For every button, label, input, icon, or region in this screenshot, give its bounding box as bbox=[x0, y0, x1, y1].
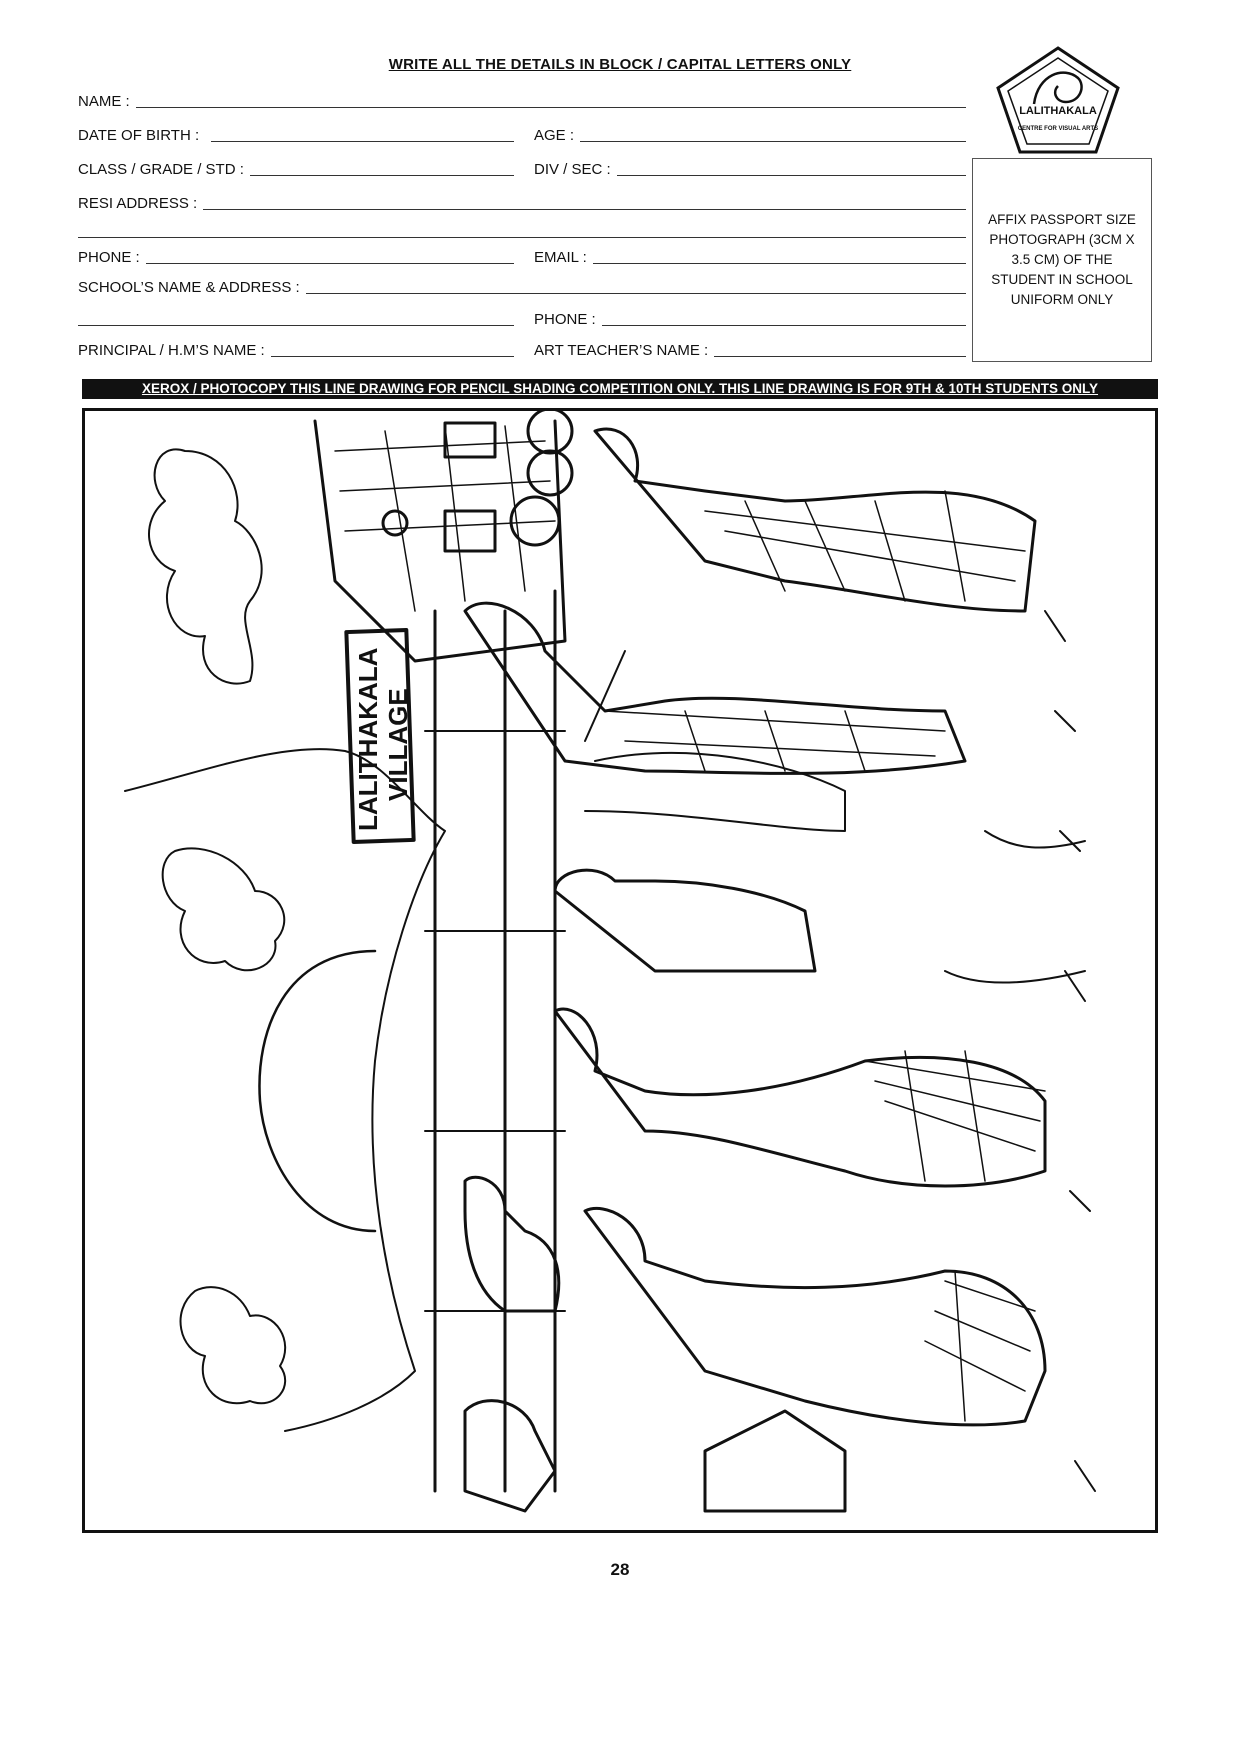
water-pot-1 bbox=[528, 411, 572, 453]
line-drawing-frame bbox=[82, 408, 1158, 1533]
sign-text-line2: VILLAGE bbox=[383, 688, 413, 801]
ground-grass bbox=[945, 611, 1095, 1491]
email-input[interactable] bbox=[593, 250, 966, 264]
div-field bbox=[534, 158, 966, 178]
school-address-line2 bbox=[78, 308, 514, 328]
principal-input[interactable] bbox=[271, 343, 514, 357]
address-input-line1[interactable] bbox=[203, 196, 966, 210]
dob-field bbox=[78, 124, 514, 144]
age-field bbox=[534, 124, 966, 144]
woman-figure-top bbox=[595, 429, 1035, 611]
dob-label: DATE OF BIRTH : bbox=[78, 127, 200, 144]
dob-input[interactable] bbox=[211, 128, 514, 142]
art-teacher-input[interactable] bbox=[714, 343, 966, 357]
woman-figure-sieve bbox=[465, 603, 965, 773]
school-phone-label: PHONE : bbox=[534, 311, 596, 328]
art-teacher-field bbox=[534, 339, 966, 359]
school-phone-input[interactable] bbox=[602, 312, 966, 326]
phone-input[interactable] bbox=[146, 250, 514, 264]
age-label: AGE : bbox=[534, 127, 575, 144]
div-input[interactable] bbox=[617, 162, 966, 176]
page-number: 28 bbox=[610, 1560, 630, 1579]
house-roof bbox=[315, 421, 565, 661]
school-input[interactable] bbox=[306, 280, 966, 294]
phone-field bbox=[78, 246, 514, 266]
school-phone-field bbox=[534, 308, 966, 328]
art-teacher-label: ART TEACHER’S NAME : bbox=[534, 342, 709, 359]
phone-label: PHONE : bbox=[78, 249, 140, 266]
house-window bbox=[445, 423, 495, 457]
age-input[interactable] bbox=[580, 128, 966, 142]
name-input[interactable] bbox=[136, 94, 966, 108]
village-line-drawing bbox=[85, 411, 1155, 1530]
fence-wire bbox=[425, 731, 565, 1311]
lalithakala-logo bbox=[994, 44, 1122, 156]
woman-figure-winnow bbox=[555, 870, 815, 971]
name-field bbox=[78, 90, 966, 110]
elder-figure bbox=[465, 1177, 559, 1311]
form-instruction: WRITE ALL THE DETAILS IN BLOCK / CAPITAL LETTERS ONLY bbox=[388, 56, 852, 73]
basket-figure bbox=[465, 1401, 555, 1511]
man-figure-bottom bbox=[585, 1208, 1045, 1424]
principal-label: PRINCIPAL / H.M’S NAME : bbox=[78, 342, 265, 359]
logo-name: LALITHAKALA bbox=[1019, 105, 1097, 117]
passport-photo-box bbox=[972, 158, 1152, 362]
email-label: EMAIL : bbox=[534, 249, 587, 266]
photocopy-banner: XEROX / PHOTOCOPY THIS LINE DRAWING FOR PENCIL SHADING COMPETITION ONLY. THIS LINE DRAWING IS FOR 9TH & 10TH STUDENTS ONLY bbox=[82, 379, 1158, 399]
class-label: CLASS / GRADE / STD : bbox=[78, 161, 244, 178]
water-pot-2 bbox=[528, 451, 572, 495]
email-field bbox=[534, 246, 966, 266]
fence-posts bbox=[435, 591, 555, 1491]
class-field bbox=[78, 158, 514, 178]
house-door bbox=[445, 511, 495, 551]
school-input-line2[interactable] bbox=[78, 312, 514, 326]
hut-figure bbox=[705, 1411, 845, 1511]
class-input[interactable] bbox=[250, 162, 514, 176]
address-field bbox=[78, 192, 966, 212]
logo-tagline: CENTRE FOR VISUAL ARTS bbox=[1017, 126, 1099, 132]
address-label: RESI ADDRESS : bbox=[78, 195, 198, 212]
principal-field bbox=[78, 339, 514, 359]
sun-icon bbox=[259, 951, 375, 1231]
cloud-bottom bbox=[181, 1287, 286, 1403]
cloud-top bbox=[149, 449, 262, 683]
div-label: DIV / SEC : bbox=[534, 161, 611, 178]
sign-text-line1: LALITHAKALA bbox=[353, 647, 383, 831]
name-label: NAME : bbox=[78, 93, 130, 110]
address-input-line2[interactable] bbox=[78, 224, 966, 238]
house-round-window bbox=[383, 511, 407, 535]
school-label: SCHOOL’S NAME & ADDRESS : bbox=[78, 279, 300, 296]
school-field bbox=[78, 276, 966, 296]
sieve-grain-stream bbox=[585, 651, 845, 831]
address-field-line2 bbox=[78, 220, 966, 240]
cloud-middle bbox=[163, 848, 285, 970]
photo-box-text: AFFIX PASSPORT SIZE PHOTOGRAPH (3CM X 3.5 CM) OF THE STUDENT IN SCHOOL UNIFORM ONLY bbox=[988, 212, 1136, 307]
